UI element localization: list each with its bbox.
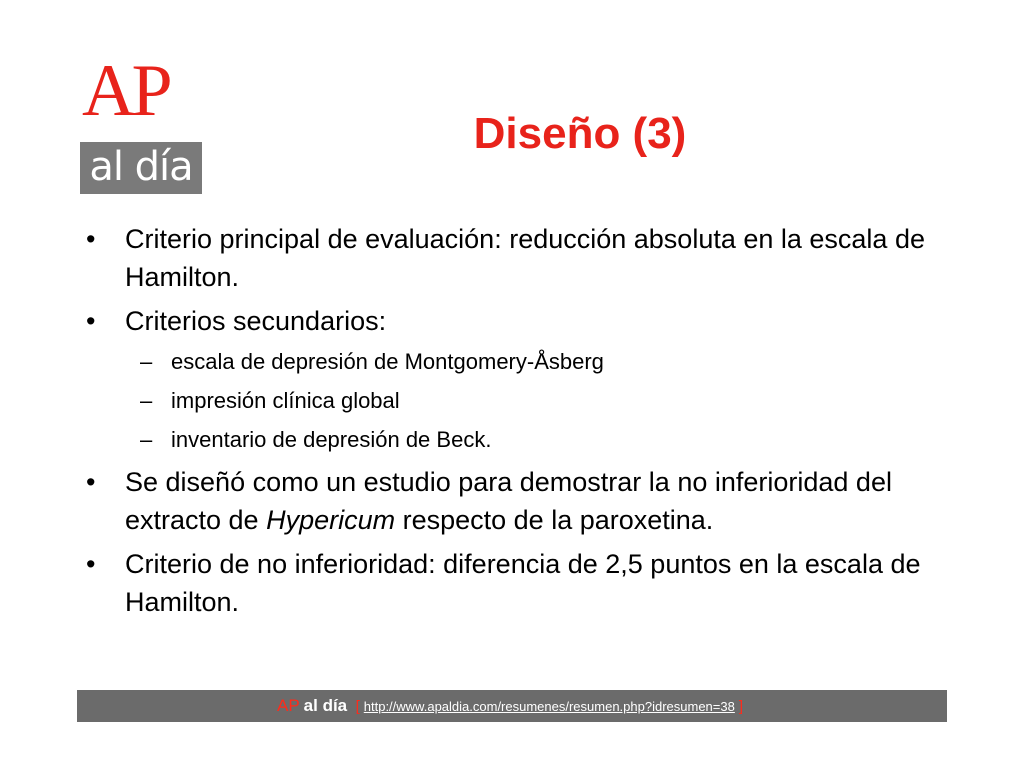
footer-open-bracket: [ — [355, 698, 360, 715]
sub-bullet-text: impresión clínica global — [171, 388, 400, 413]
ap-al-dia-logo — [80, 50, 202, 194]
bullet-marker: • — [86, 549, 96, 579]
slide-content — [78, 220, 948, 627]
bullet-text-after: respecto de la paroxetina. — [395, 505, 714, 535]
bullet-text: Criterio de no inferioridad: diferencia de 2,5 puntos en la escala de Hamilton. — [125, 549, 921, 617]
slide-title: Diseño (3) — [473, 109, 687, 158]
logo-al-dia-box: al día — [80, 142, 202, 194]
footer-url-link[interactable]: http://www.apaldia.com/resumenes/resumen.php?idresumen=38 — [363, 699, 735, 714]
footer-ap: AP — [276, 696, 300, 715]
bullet-text: Criterios secundarios: — [125, 306, 387, 336]
sub-bullet-text: escala de depresión de Montgomery-Åsberg — [171, 349, 604, 374]
footer-close-bracket: ] — [738, 698, 744, 715]
dash-marker: – — [140, 427, 153, 452]
sub-bullet-item — [78, 346, 948, 378]
footer-bar — [77, 690, 947, 722]
bullet-marker: • — [86, 306, 96, 336]
bullet-text: Se diseñó como un estudio para demostrar la no inferioridad del extracto de — [125, 467, 892, 535]
sub-bullet-item — [78, 424, 948, 456]
bullet-item — [78, 302, 948, 340]
sub-bullet-item — [78, 385, 948, 417]
sub-bullet-text: inventario de depresión de Beck. — [171, 427, 492, 452]
bullet-item — [78, 545, 948, 621]
footer-al-dia: al día — [303, 696, 348, 715]
logo-ap-text: AP — [82, 50, 169, 132]
bullet-item — [78, 220, 948, 296]
species-italic: Hypericum — [266, 505, 396, 535]
bullet-text: Criterio principal de evaluación: reducción absoluta en la escala de Hamilton. — [125, 224, 925, 292]
bullet-item — [78, 463, 948, 539]
bullet-marker: • — [86, 467, 96, 497]
dash-marker: – — [140, 388, 153, 413]
bullet-marker: • — [86, 224, 96, 254]
dash-marker: – — [140, 349, 153, 374]
